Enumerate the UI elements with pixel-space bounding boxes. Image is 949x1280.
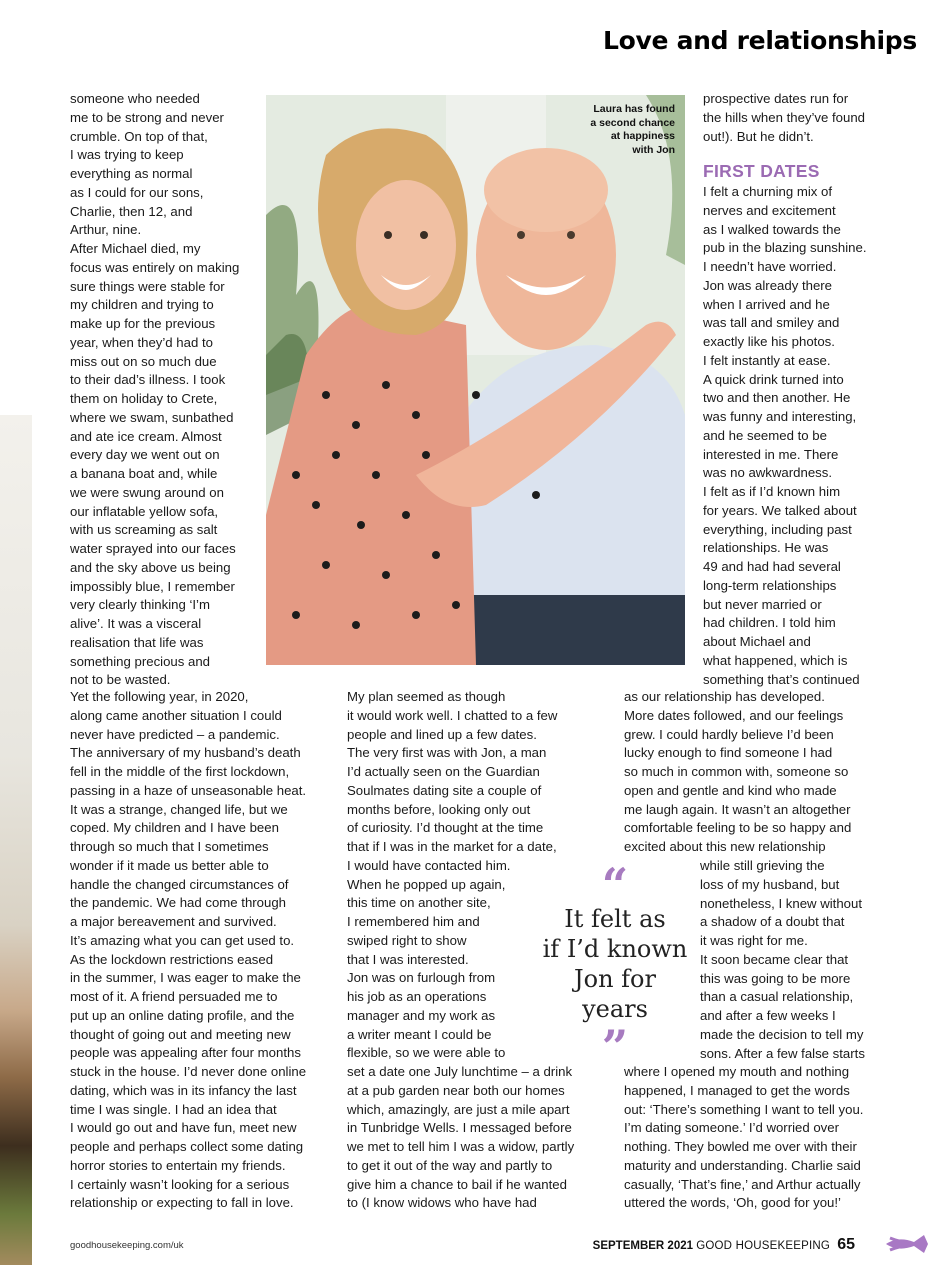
close-quote-mark: ” <box>601 1020 629 1074</box>
column-3-narrow-text: while still grieving the loss of my husband, but nonetheless, I knew without a shadow of a doubt that it was right for me. It soon became clear that this was going to be more than a casual relationship, and after a few weeks I made the decision to tell my sons. After a few false starts <box>700 858 865 1061</box>
footer-magazine-name: GOOD HOUSEKEEPING <box>696 1240 830 1252</box>
column-3-top-text: prospective dates run for the hills when they’ve found out!). But he didn’t. <box>703 91 866 144</box>
page-turn-arrow-icon <box>884 1232 930 1256</box>
column-1-bottom-text: Yet the following year, in 2020, along came another situation I could never have predicted – a pandemic. The anniversary of my husband’s death fell in the middle of the first lockdown, passing in a haze of unseasonable heat. It was a strange, changed life, but we coped. My children and I have been through so much that I sometimes wonder if it made us better able to handle the changed circumstances of the pandemic. We had come through a major bereavement and survived. It’s amazing what you can get used to. As the lockdown restrictions eased in the summer, I was eager to make the most of it. A friend persuaded me to put up an online dating profile, and the thought of going out and meeting new people was appealing after four months stuck in the house. I’d never done online dating, which was in its infancy the last time I was single. I had an idea that I would go out and have fun, meet new people and perhaps collect some dating horror stories to entertain my friends. I certainly wasn’t looking for a serious relationship or expecting to fall in love. <box>70 689 307 1211</box>
couple-photo <box>266 95 685 665</box>
column-3-wide-text: as our relationship has developed. More dates followed, and our feelings grew. I could hardly believe I’d been lucky enough to find someone I had so much in common with, someone so open and gentle and kind who made me laugh again. It wasn’t an altogether comfortable feeling to be so happy and excited about this new relationship <box>624 689 852 854</box>
footer-issue-date: SEPTEMBER 2021 <box>592 1240 694 1252</box>
photo-caption: Laura has found a second chance at happiness with Jon <box>590 103 675 157</box>
footer-issue-info <box>593 1236 855 1254</box>
footer-url: goodhousekeeping.com/uk <box>70 1240 184 1251</box>
column-2-lower-text: set a date one July lunchtime – a drink at a pub garden near both our homes which, amazingly, are just a mile apart in Tunbridge Wells. I messaged before we met to tell him I was a widow, partly to get it out of the way and partly to give him a chance to bail if he wanted to (I know widows who have had <box>347 1064 575 1211</box>
column-3-mid-text: I felt a churning mix of nerves and excitement as I walked towards the pub in the blazing sunshine. I needn’t have worried. Jon was already there when I arrived and he was tall and smiley and exactly like his photos. I felt instantly at ease. A quick drink turned into two and then another. He was funny and interesting, and he seemed to be interested in me. There was no awkwardness. I felt as if I’d known him for years. We talked about everything, including past relationships. He was 49 and had had several long-term relationships but never married or had children. I told him about Michael and what happened, which is something that’s continued <box>703 184 867 687</box>
column-3-bottom-text: where I opened my mouth and nothing happened, I managed to get the words out: ‘There’s something I want to tell you. I’m dating someone.’ I’d worried over nothing. They bowled me over with their maturity and understanding. Charlie said casually, ‘That’s fine,’ and Arthur actually uttered the words, ‘Oh, good for you!’ <box>624 1064 864 1211</box>
pull-quote <box>540 858 690 1074</box>
side-photo-strip <box>0 415 32 1265</box>
page-number: 65 <box>837 1236 855 1253</box>
column-1-top-text: someone who needed me to be strong and never crumble. On top of that, I was trying to keep everything as normal as I could for our sons, Charlie, then 12, and Arthur, nine. After Michael died, my focus was entirely on making sure things were stable for my children and trying to make up for the previous year, when they’d had to miss out on so much due to their dad’s illness. I took them on holiday to Crete, where we swam, sunbathed and ate ice cream. Almost every day we went out on a banana boat and, while we were swung around on our inflatable yellow sofa, with us screaming as salt water sprayed into our faces and the sky above us being impossibly blue, I remember very clearly thinking ‘I’m alive’. It was a visceral realisation that life was something precious and not to be wasted. <box>70 91 240 688</box>
section-heading: FIRST DATES <box>703 161 820 181</box>
pull-quote-text: It felt as if I’d known Jon for years <box>542 905 688 1023</box>
page-title: Love and relationships <box>603 26 917 55</box>
column-2-upper-text: My plan seemed as though it would work well. I chatted to a few people and lined up a few dates. The very first was with Jon, a man I’d actually seen on the Guardian Soulmates dating site a couple of months before, looking only out of curiosity. I’d thought at the time that if I was in the market for a date, I would have contacted him. When he popped up again, this time on another site, I remembered him and swiped right to show that I was interested. Jon was on furlough from his job as an operations manager and my work as a writer meant I could be flexible, so we were able to <box>347 689 558 1061</box>
couple-illustration <box>266 95 685 665</box>
open-quote-mark: “ <box>601 858 629 912</box>
